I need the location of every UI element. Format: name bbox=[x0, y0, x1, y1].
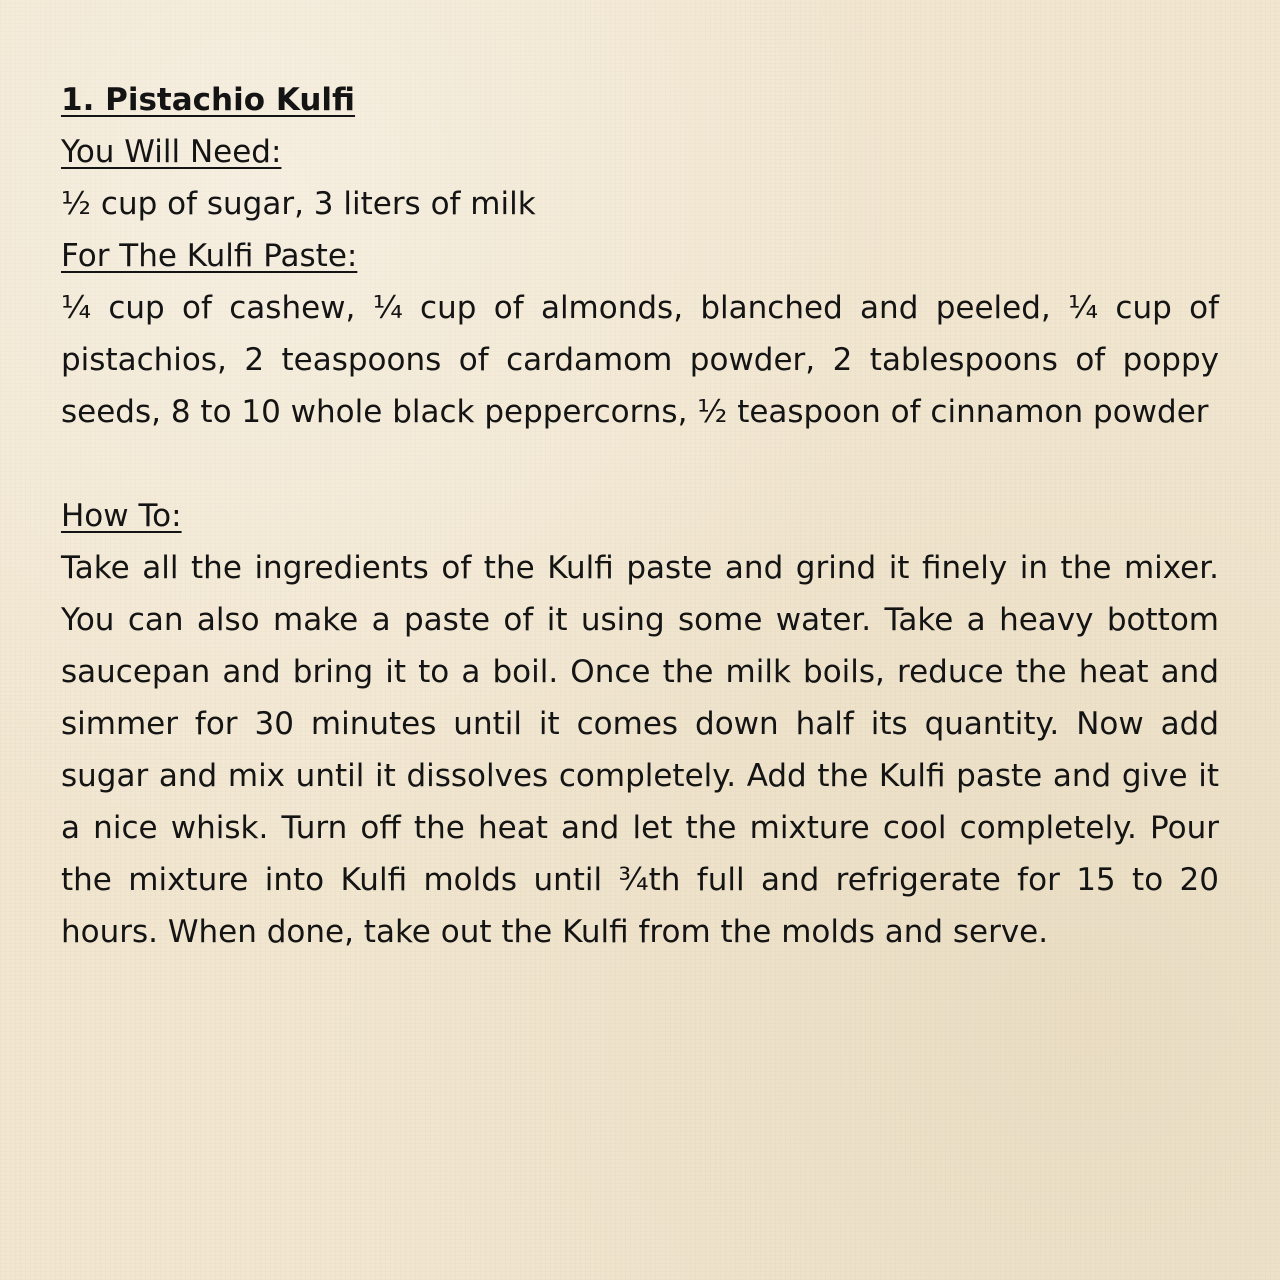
you-will-need-text: ½ cup of sugar, 3 liters of milk bbox=[61, 186, 536, 222]
you-will-need-heading: You Will Need: bbox=[61, 134, 282, 170]
how-to-text: Take all the ingredients of the Kulfi paste and grind it finely in the mixer. You can also make a paste of it using some water. Take a heavy bottom saucepan and bring it to a boil. Once the milk boils, reduce the heat and simmer for 30 minutes until it comes down half its quantity. Now add sugar and mix until it dissolves completely. Add the Kulfi paste and give it a nice whisk. Turn off the heat and let the mixture cool completely. Pour the mixture into Kulfi molds until ¾th full and refrigerate for 15 to 20 hours. When done, take out the Kulfi from the molds and serve. bbox=[61, 550, 1219, 950]
kulfi-paste-heading: For The Kulfi Paste: bbox=[61, 238, 358, 274]
section-spacer bbox=[61, 438, 1219, 490]
kulfi-paste-text: ¼ cup of cashew, ¼ cup of almonds, blanched and peeled, ¼ cup of pistachios, 2 teaspoons of cardamom powder, 2 tablespoons of poppy seeds, 8 to 10 whole black peppercorns, ½ teaspoon of cinnamon powder bbox=[61, 290, 1219, 430]
recipe-title: 1. Pistachio Kulfi bbox=[61, 82, 355, 118]
recipe-card bbox=[61, 74, 1219, 958]
how-to-heading: How To: bbox=[61, 498, 182, 534]
